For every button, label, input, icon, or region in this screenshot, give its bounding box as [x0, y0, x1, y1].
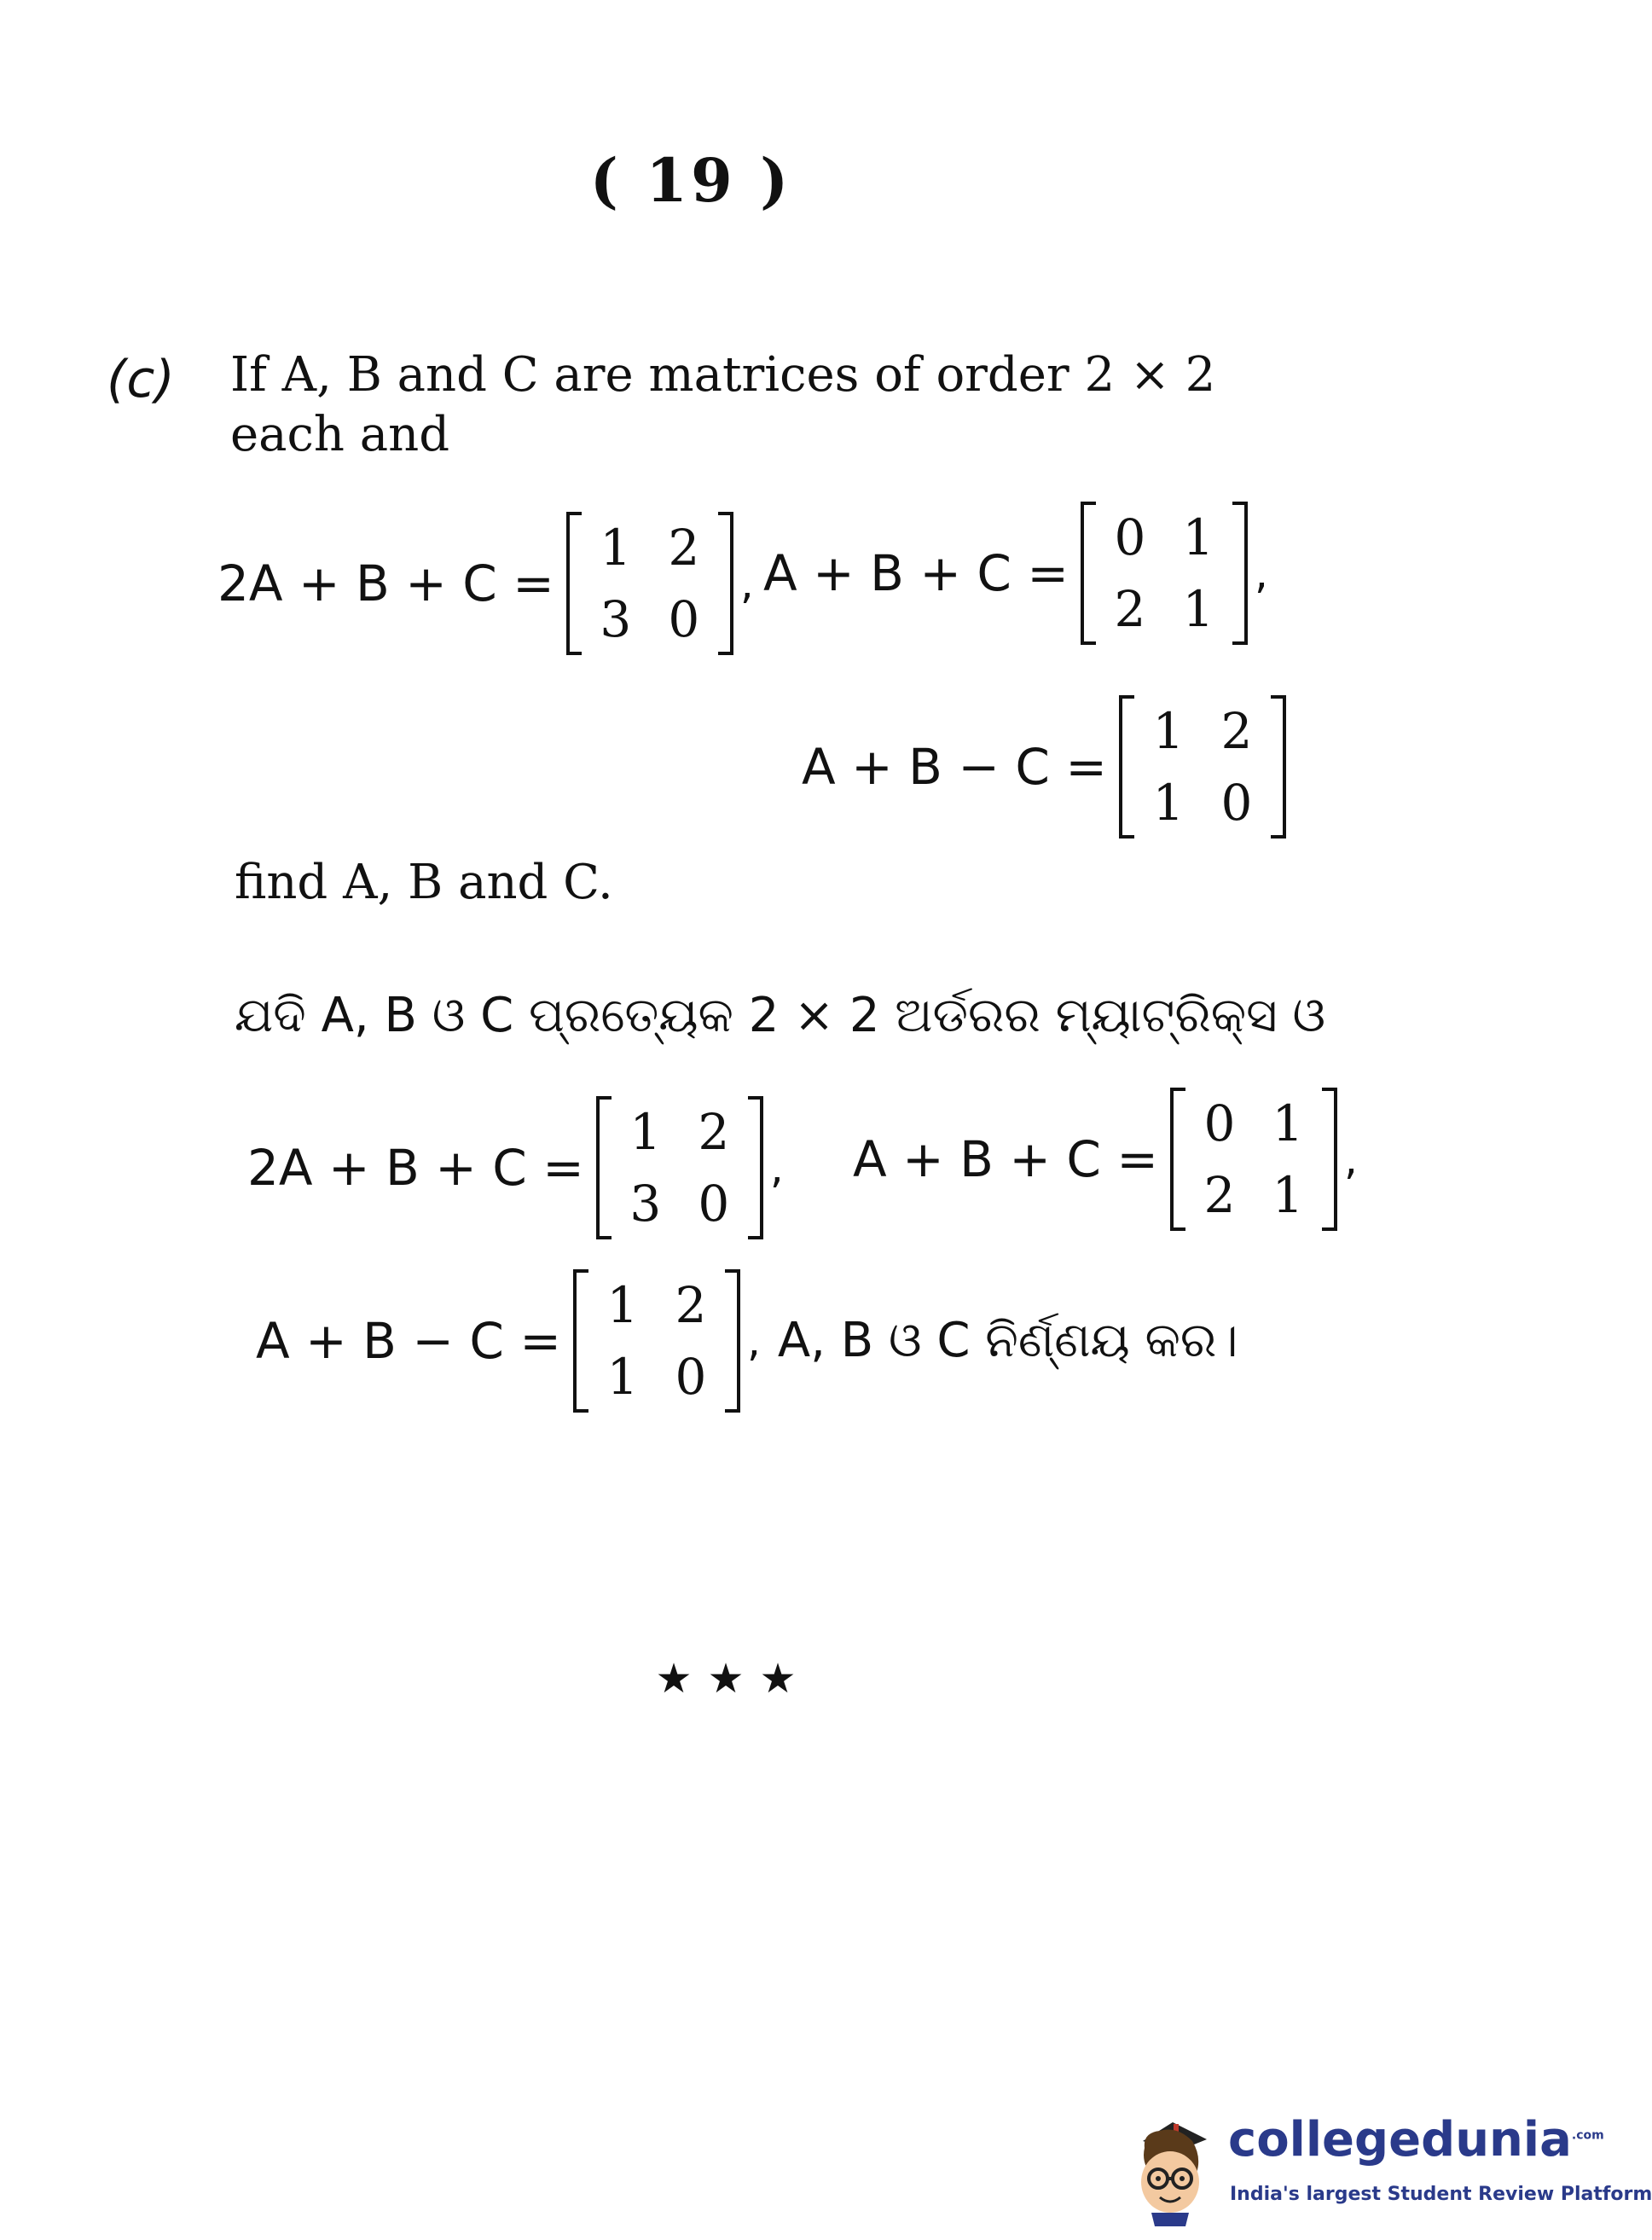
question-text-line2: each and: [230, 407, 450, 462]
equation-3-lhs: A + B − C =: [256, 1312, 561, 1370]
equation-3-lhs: A + B − C =: [802, 738, 1107, 796]
matrix-cell: 2: [675, 1276, 707, 1334]
matrix-cell: 0: [1220, 774, 1253, 832]
left-bracket: [596, 1096, 612, 1239]
right-bracket: [1232, 502, 1248, 645]
matrix-3: [1119, 695, 1286, 839]
matrix-cell: 1: [1182, 580, 1214, 638]
left-bracket: [573, 1269, 588, 1413]
question-label: (c): [107, 350, 175, 409]
right-bracket: [1322, 1088, 1337, 1231]
matrix-cell: 1: [606, 1348, 639, 1406]
odia-find-text: A, B ଓ C ନିର୍ଣ୍ଣୟ କର।: [777, 1313, 1238, 1368]
matrix-cell: 0: [1203, 1094, 1236, 1152]
comma: ,: [769, 1143, 784, 1193]
matrix-cell: 1: [600, 519, 632, 577]
left-bracket: [1081, 502, 1096, 645]
odia-equation-2: [853, 1088, 1358, 1231]
mascot-icon: [1126, 2107, 1220, 2226]
odia-question-line1: ଯଦି A, B ଓ C ପ୍ରତ୍ୟେକ 2 × 2 ଅର୍ଡରର ମ୍ୟାଟ୍ରିକ୍ସ ଓ: [235, 988, 1326, 1043]
equation-1: [217, 512, 754, 655]
matrix-cell: 1: [1152, 702, 1185, 760]
matrix-cell: 0: [675, 1348, 707, 1406]
matrix-cell: 0: [1114, 508, 1146, 566]
odia-equation-1: [247, 1096, 784, 1239]
matrix-cell: 3: [629, 1175, 662, 1233]
right-bracket: [1271, 695, 1286, 839]
logo-name: collegedunia$^{.com}$: [1228, 2112, 1604, 2167]
equation-2-lhs: A + B + C =: [763, 544, 1069, 602]
equation-2: [763, 502, 1268, 645]
right-bracket: [725, 1269, 740, 1413]
matrix-cell: 2: [1114, 580, 1146, 638]
matrix-3: [573, 1269, 740, 1413]
matrix-1: [596, 1096, 763, 1239]
matrix-cell: 1: [1182, 508, 1214, 566]
find-text: find A, B and C.: [235, 855, 613, 910]
end-stars: ★★★: [655, 1655, 812, 1703]
logo-tagline: India's largest Student Review Platform: [1230, 2184, 1652, 2205]
equation-3: [802, 695, 1286, 839]
matrix-cell: 2: [1220, 702, 1253, 760]
matrix-cell: 2: [668, 519, 700, 577]
page-number: ( 19 ): [589, 145, 792, 216]
matrix-cell: 1: [1272, 1166, 1304, 1224]
comma: ,: [746, 1316, 761, 1366]
matrix-cell: 2: [698, 1103, 730, 1161]
matrix-2: [1170, 1088, 1337, 1231]
left-bracket: [1119, 695, 1134, 839]
matrix-cell: 0: [698, 1175, 730, 1233]
matrix-cell: 1: [629, 1103, 662, 1161]
odia-equation-3: [256, 1269, 1238, 1413]
comma: ,: [1254, 548, 1268, 598]
matrix-cell: 0: [668, 590, 700, 648]
right-bracket: [718, 512, 733, 655]
collegedunia-logo: [1126, 2107, 1652, 2226]
matrix-cell: 1: [606, 1276, 639, 1334]
equation-1-lhs: 2A + B + C =: [247, 1139, 584, 1197]
right-bracket: [748, 1096, 763, 1239]
equation-1-lhs: 2A + B + C =: [217, 554, 554, 612]
matrix-cell: 3: [600, 590, 632, 648]
matrix-cell: 2: [1203, 1166, 1236, 1224]
question-text-line1: If A, B and C are matrices of order 2 × 2: [230, 347, 1216, 403]
left-bracket: [566, 512, 582, 655]
matrix-cell: 1: [1272, 1094, 1304, 1152]
equation-2-lhs: A + B + C =: [853, 1130, 1158, 1188]
matrix-2: [1081, 502, 1248, 645]
matrix-cell: 1: [1152, 774, 1185, 832]
left-bracket: [1170, 1088, 1185, 1231]
matrix-1: [566, 512, 733, 655]
comma: ,: [739, 559, 754, 608]
comma: ,: [1343, 1135, 1358, 1184]
